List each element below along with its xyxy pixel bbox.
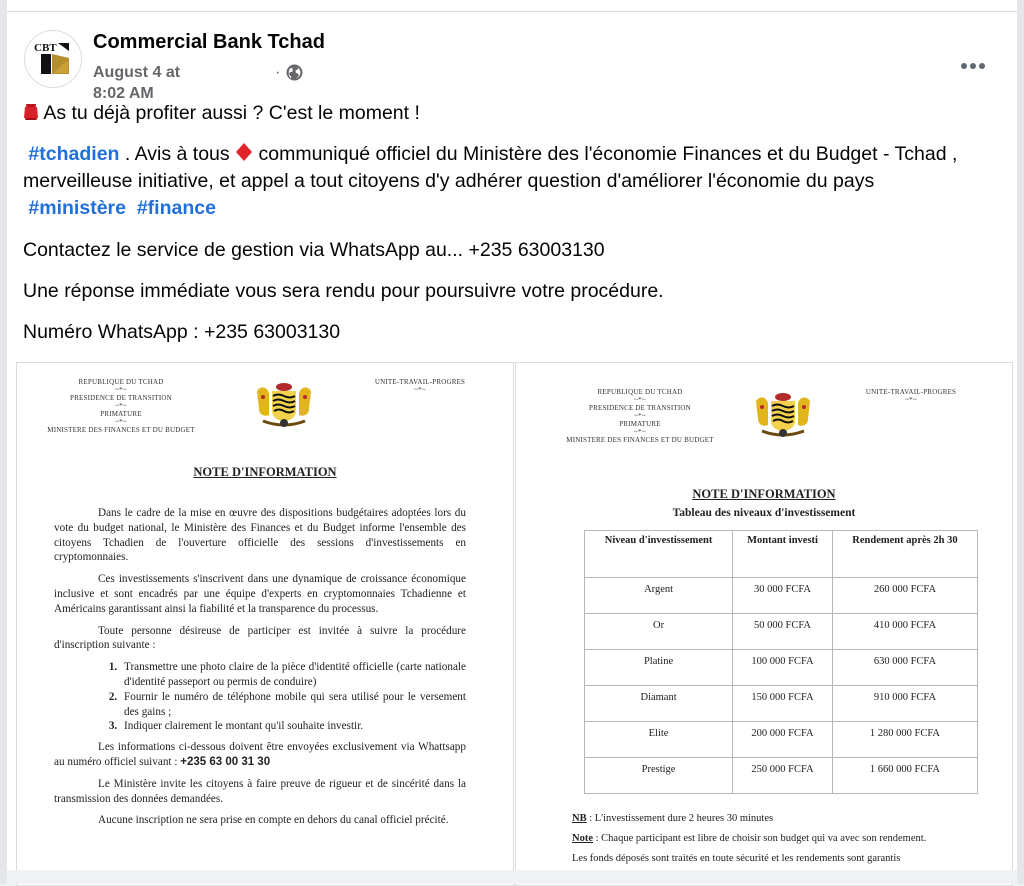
doc-header-right bbox=[365, 377, 475, 393]
funds-note: Les fonds déposés sont traités en toute sécurité et les rendements sont garantis bbox=[572, 853, 901, 864]
motto: UNITE-TRAVAIL-PROGRES bbox=[374, 378, 466, 386]
table-row bbox=[585, 722, 978, 758]
post-line-2-part-2: communiqué officiel du Ministère des l'économie Finances et du Budget - Tchad , merveilleuse initiative, et appel a tout citoyens d'y adhérer question d'améliorer l'économie du pays bbox=[23, 143, 958, 192]
photo-document-2[interactable] bbox=[515, 362, 1013, 886]
feed-left-edge bbox=[0, 0, 7, 884]
tier-amount: 150 000 FCFA bbox=[733, 686, 833, 722]
more-dot-icon bbox=[979, 63, 985, 69]
column-header: Rendement après 2h 30 bbox=[832, 531, 977, 578]
red-lantern-icon bbox=[23, 103, 39, 121]
page-avatar[interactable] bbox=[24, 30, 82, 88]
tier-amount: 30 000 FCFA bbox=[733, 578, 833, 614]
nb-note bbox=[572, 812, 992, 826]
tier-name: Prestige bbox=[585, 758, 733, 794]
participant-note bbox=[572, 832, 992, 846]
post-line-5: Numéro WhatsApp : +235 63003130 bbox=[23, 321, 341, 343]
tier-name: Elite bbox=[585, 722, 733, 758]
post-timestamp[interactable] bbox=[93, 62, 293, 104]
tier-return: 260 000 FCFA bbox=[832, 578, 977, 614]
tier-return: 410 000 FCFA bbox=[832, 614, 977, 650]
post-line-2 bbox=[23, 141, 1013, 222]
procedure-step: 2. Fournir le numéro de téléphone mobile qui sera utilisé pour le versement des gains ; bbox=[120, 690, 466, 720]
table-header-row bbox=[585, 531, 978, 578]
tier-amount: 50 000 FCFA bbox=[733, 614, 833, 650]
hashtag-tchadien-link[interactable]: #tchadien bbox=[28, 143, 120, 165]
doc-paragraph bbox=[54, 740, 466, 770]
post-line-1-text: As tu déjà profiter aussi ? C'est le moment ! bbox=[39, 102, 420, 124]
tier-name: Or bbox=[585, 614, 733, 650]
hashtag-ministere-link[interactable]: #ministère bbox=[28, 197, 126, 219]
more-options-button[interactable] bbox=[957, 54, 989, 78]
table-row bbox=[585, 578, 978, 614]
doc-header-right bbox=[856, 387, 966, 403]
header-line: REPUBLIQUE DU TCHAD bbox=[78, 378, 164, 386]
whatsapp-instruction: Les informations ci-dessous doivent être envoyées exclusivement via Whattsapp au numéro officiel suivant : bbox=[54, 741, 466, 768]
post-line-3: Contactez le service de gestion via WhatsApp au... +235 63003130 bbox=[23, 239, 605, 261]
table-row bbox=[585, 650, 978, 686]
tier-name: Argent bbox=[585, 578, 733, 614]
cbt-logo-icon bbox=[25, 31, 81, 87]
doc-title: NOTE D'INFORMATION bbox=[193, 465, 337, 479]
globe-icon[interactable] bbox=[286, 64, 303, 81]
header-separator: ~*~ bbox=[634, 428, 646, 436]
header-line: MINISTERE DES FINANCES ET DU BUDGET bbox=[47, 426, 195, 434]
tier-return: 1 660 000 FCFA bbox=[832, 758, 977, 794]
tier-name: Diamant bbox=[585, 686, 733, 722]
post-actions-bar-edge bbox=[7, 870, 1017, 884]
motto: UNITE-TRAVAIL-PROGRES bbox=[865, 388, 957, 396]
header-line: REPUBLIQUE DU TCHAD bbox=[597, 388, 683, 396]
tier-return: 910 000 FCFA bbox=[832, 686, 977, 722]
header-separator: ~*~ bbox=[414, 386, 426, 394]
doc-body bbox=[54, 506, 466, 835]
post-line-1 bbox=[23, 100, 420, 127]
nb-label: NB bbox=[572, 813, 587, 824]
coat-of-arms-icon bbox=[752, 391, 814, 439]
doc-header-left bbox=[560, 387, 720, 446]
avatar-text: CBT bbox=[34, 42, 57, 54]
doc-paragraph: Le Ministère invite les citoyens à faire preuve de rigueur et de sincérité dans la transmission des données demandées. bbox=[54, 777, 466, 805]
doc-title: NOTE D'INFORMATION bbox=[692, 487, 836, 501]
meta-separator: · bbox=[275, 64, 281, 81]
doc-header-left bbox=[41, 377, 201, 436]
header-separator: ~*~ bbox=[115, 402, 127, 410]
column-header: Montant investi bbox=[733, 531, 833, 578]
header-separator: ~*~ bbox=[115, 386, 127, 394]
doc-paragraph: Aucune inscription ne sera prise en compte en dehors du canal officiel précité. bbox=[98, 814, 449, 827]
tier-amount: 200 000 FCFA bbox=[733, 722, 833, 758]
coat-of-arms-icon bbox=[253, 381, 315, 429]
previous-post-edge bbox=[7, 0, 1017, 12]
post-line-4: Une réponse immédiate vous sera rendu pour poursuivre votre procédure. bbox=[23, 280, 664, 302]
doc-paragraph: Toute personne désireuse de participer est invitée à suivre la procédure d'inscription suivante : bbox=[54, 624, 466, 652]
timestamp-date: August 4 at bbox=[93, 64, 181, 81]
header-line: PRIMATURE bbox=[100, 410, 142, 418]
header-line: PRESIDENCE DE TRANSITION bbox=[70, 394, 172, 402]
header-separator: ~*~ bbox=[634, 412, 646, 420]
tier-return: 630 000 FCFA bbox=[832, 650, 977, 686]
post-line-2-part-1: . Avis à tous bbox=[119, 143, 236, 165]
doc-subtitle: Tableau des niveaux d'investissement bbox=[672, 507, 856, 519]
tier-amount: 250 000 FCFA bbox=[733, 758, 833, 794]
page-name-link[interactable]: Commercial Bank Tchad bbox=[93, 31, 325, 53]
note-text: : Chaque participant est libre de choisir son budget qui va avec son rendement. bbox=[593, 833, 927, 844]
tier-amount: 100 000 FCFA bbox=[733, 650, 833, 686]
doc-paragraph: Ces investissements s'inscrivent dans une dynamique de croissance économique inclusive et sont encadrés par une équipe d'experts en cryptomonnaies Tchadienne et Américains garantissant ainsi la fiabilité et la transparence du processus. bbox=[54, 573, 466, 615]
photo-document-1[interactable] bbox=[16, 362, 514, 886]
red-diamond-icon bbox=[235, 142, 253, 162]
more-dot-icon bbox=[970, 63, 976, 69]
table-row bbox=[585, 686, 978, 722]
header-line: MINISTERE DES FINANCES ET DU BUDGET bbox=[566, 436, 714, 444]
tier-return: 1 280 000 FCFA bbox=[832, 722, 977, 758]
tier-name: Platine bbox=[585, 650, 733, 686]
post-card bbox=[7, 12, 1017, 884]
scrollbar-track[interactable] bbox=[1017, 0, 1024, 884]
table-row bbox=[585, 758, 978, 794]
procedure-list bbox=[54, 660, 466, 734]
whatsapp-number: +235 63 00 31 30 bbox=[180, 755, 271, 768]
hashtag-finance-link[interactable]: #finance bbox=[136, 197, 216, 219]
note-label: Note bbox=[572, 833, 593, 844]
table-row bbox=[585, 614, 978, 650]
column-header: Niveau d'investissement bbox=[585, 531, 733, 578]
more-dot-icon bbox=[961, 63, 967, 69]
doc-paragraph: Dans le cadre de la mise en œuvre des dispositions budgétaires adoptées lors du vote du budget national, le Ministère des Finances et du Budget informe l'ensemble des citoyens Tchadien de l'ouverture officielle des sessions d'investissements en cryptomonnaies. bbox=[54, 507, 466, 564]
investment-tiers-table bbox=[584, 530, 978, 794]
timestamp-time: 8:02 AM bbox=[93, 85, 154, 102]
header-line: PRIMATURE bbox=[619, 420, 661, 428]
doc-notes bbox=[572, 812, 992, 872]
procedure-step: 3. Indiquer clairement le montant qu'il souhaite investir. bbox=[120, 719, 466, 734]
header-separator: ~*~ bbox=[115, 418, 127, 426]
procedure-step: 1. Transmettre une photo claire de la pièce d'identité officielle (carte nationale d'identité passeport ou permis de conduire) bbox=[120, 660, 466, 690]
nb-text: : L'investissement dure 2 heures 30 minutes bbox=[586, 813, 774, 824]
header-separator: ~*~ bbox=[634, 396, 646, 404]
header-separator: ~*~ bbox=[905, 396, 917, 404]
header-line: PRESIDENCE DE TRANSITION bbox=[589, 404, 691, 412]
